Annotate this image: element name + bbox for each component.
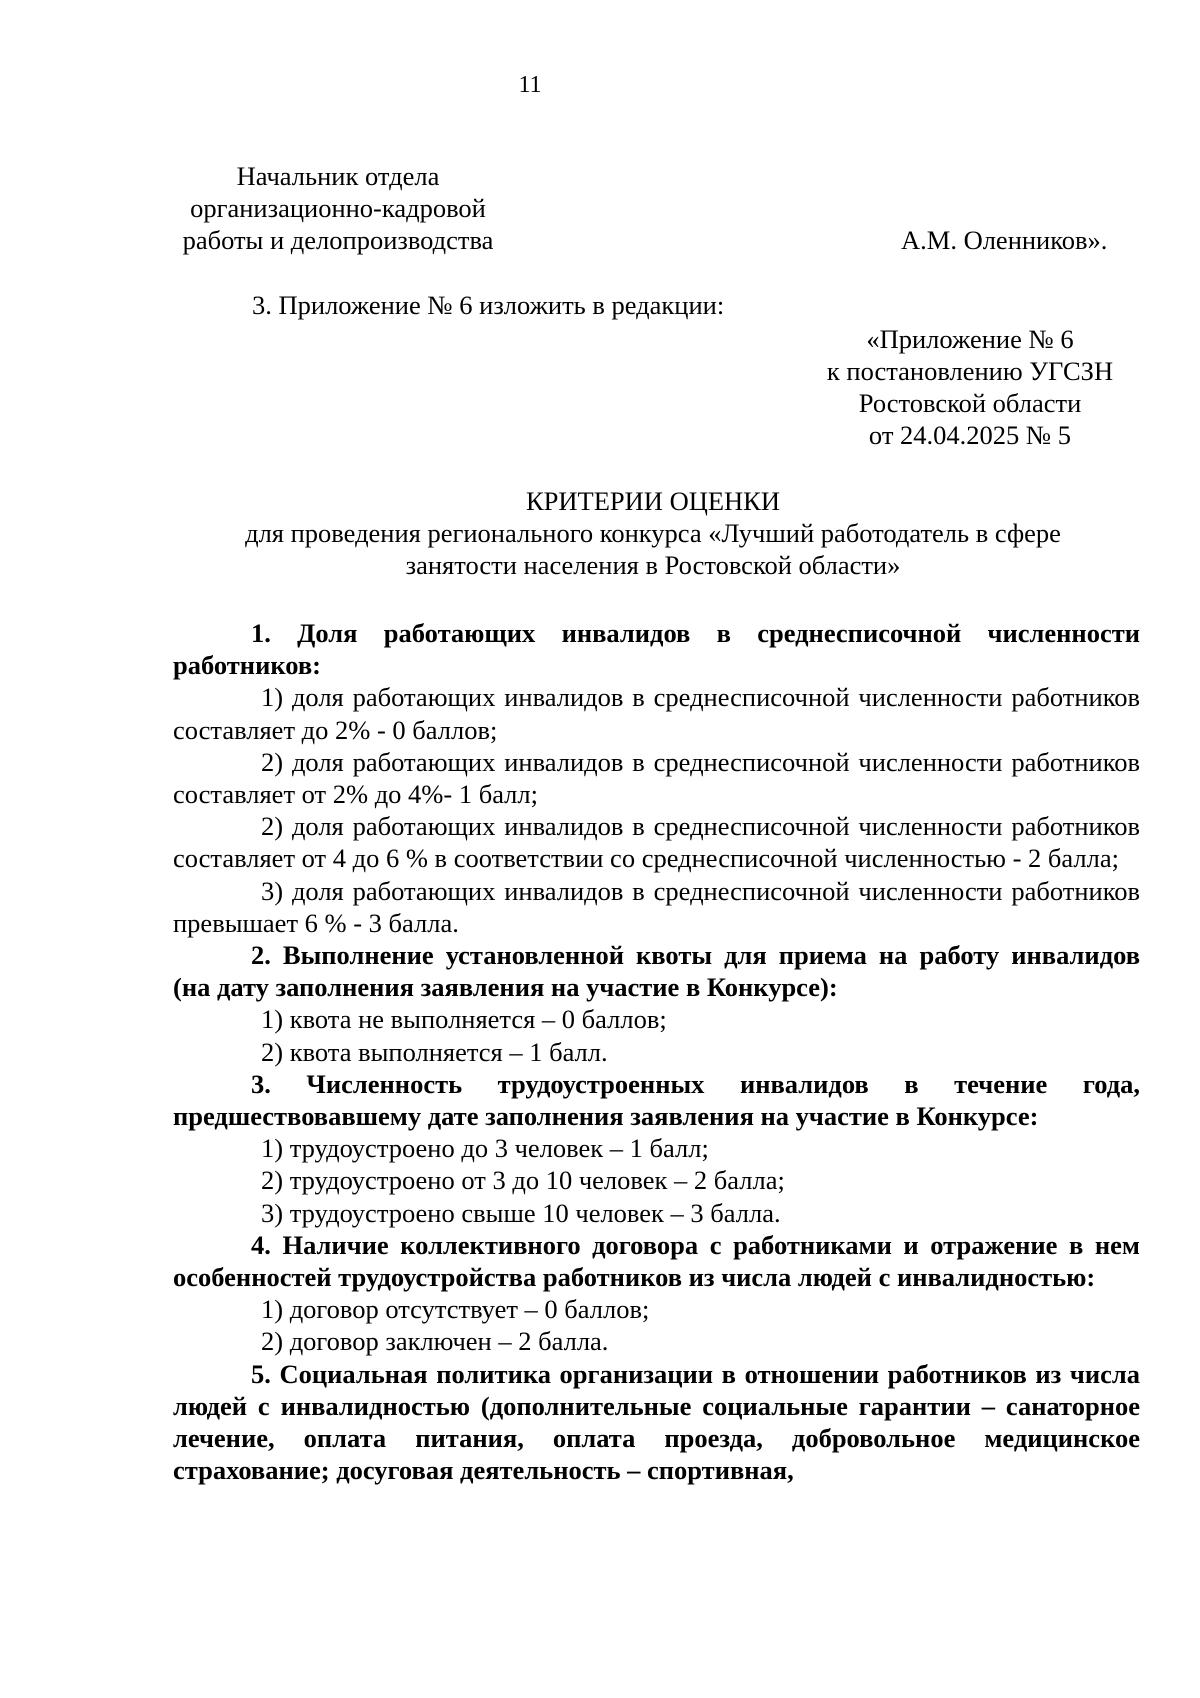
page-number: 11: [518, 72, 542, 98]
signatory-position-line: работы и делопроизводства: [182, 225, 494, 255]
document-title: [173, 485, 1133, 581]
criterion-item: 2) договор заключен – 2 балла.: [261, 1326, 609, 1357]
criterion-item: 3) доля работающих инвалидов в среднесписочной численности работников превышает 6 % - 3 балла.: [173, 875, 1140, 938]
signatory-name: А.М. Оленников».: [901, 225, 1108, 255]
criterion-heading: 5. Социальная политика организации в отношении работников из числа людей с инвалидностью (дополнительные социальные гарантии – санаторное лечение, оплата питания, оплата проезда, добровольное медицинское страхование; досуговая деятельность – спортивная,: [173, 1358, 1140, 1486]
criterion-item: 2) трудоустроено от 3 до 10 человек – 2 балла;: [261, 1165, 785, 1196]
criterion-item: 1) квота не выполняется – 0 баллов;: [261, 1004, 667, 1035]
criterion-item: 1) трудоустроено до 3 человек – 1 балл;: [261, 1133, 709, 1164]
criterion-heading: 4. Наличие коллективного договора с работниками и отражение в нем особенностей трудоустройства работников из числа людей с инвалидностью:: [173, 1229, 1140, 1293]
criterion-item: 1) доля работающих инвалидов в среднесписочной численности работников составляет до 2% - 0 баллов;: [173, 682, 1140, 745]
criterion-item: 3) трудоустроено свыше 10 человек – 3 балла.: [261, 1197, 781, 1228]
appendix-header-line: Ростовской области: [858, 388, 1082, 418]
criterion-item: 2) доля работающих инвалидов в среднесписочной численности работников составляет от 2% до 4%- 1 балл;: [173, 746, 1140, 810]
title-main: КРИТЕРИИ ОЦЕНКИ: [526, 486, 780, 516]
criterion-item: 2) квота выполняется – 1 балл.: [261, 1036, 608, 1067]
criterion-item: 1) договор отсутствует – 0 баллов;: [261, 1294, 650, 1325]
criterion-item: 2) доля работающих инвалидов в среднесписочной численности работников составляет от 4 до 6 % в соответствии со среднесписочной численностью - 2 балла;: [173, 811, 1140, 874]
title-subtitle: для проведения регионального конкурса «Лучший работодатель в сфере: [245, 518, 1061, 548]
appendix-header: [805, 323, 1135, 451]
criterion-heading: 3. Численность трудоустроенных инвалидов в течение года, предшествовавшему дате заполнения заявления на участие в Конкурсе:: [173, 1068, 1140, 1132]
criteria-list: [173, 617, 1140, 1486]
appendix-header-line: к постановлению УГСЗН: [826, 356, 1114, 386]
appendix-header-line: «Приложение № 6: [866, 324, 1074, 354]
signatory-position-line: организационно-кадровой: [190, 193, 486, 223]
criterion-heading: 2. Выполнение установленной квоты для приема на работу инвалидов (на дату заполнения заявления на участие в Конкурсе):: [173, 940, 1140, 1003]
amendment-instruction: 3. Приложение № 6 изложить в редакции:: [252, 290, 725, 320]
appendix-header-line: от 24.04.2025 № 5: [868, 420, 1072, 450]
signatory-position: [173, 160, 503, 256]
signatory-position-line: Начальник отдела: [236, 161, 440, 191]
criterion-heading: 1. Доля работающих инвалидов в среднесписочной численности работников:: [173, 618, 1140, 681]
title-subtitle: занятости населения в Ростовской области»: [405, 550, 901, 580]
